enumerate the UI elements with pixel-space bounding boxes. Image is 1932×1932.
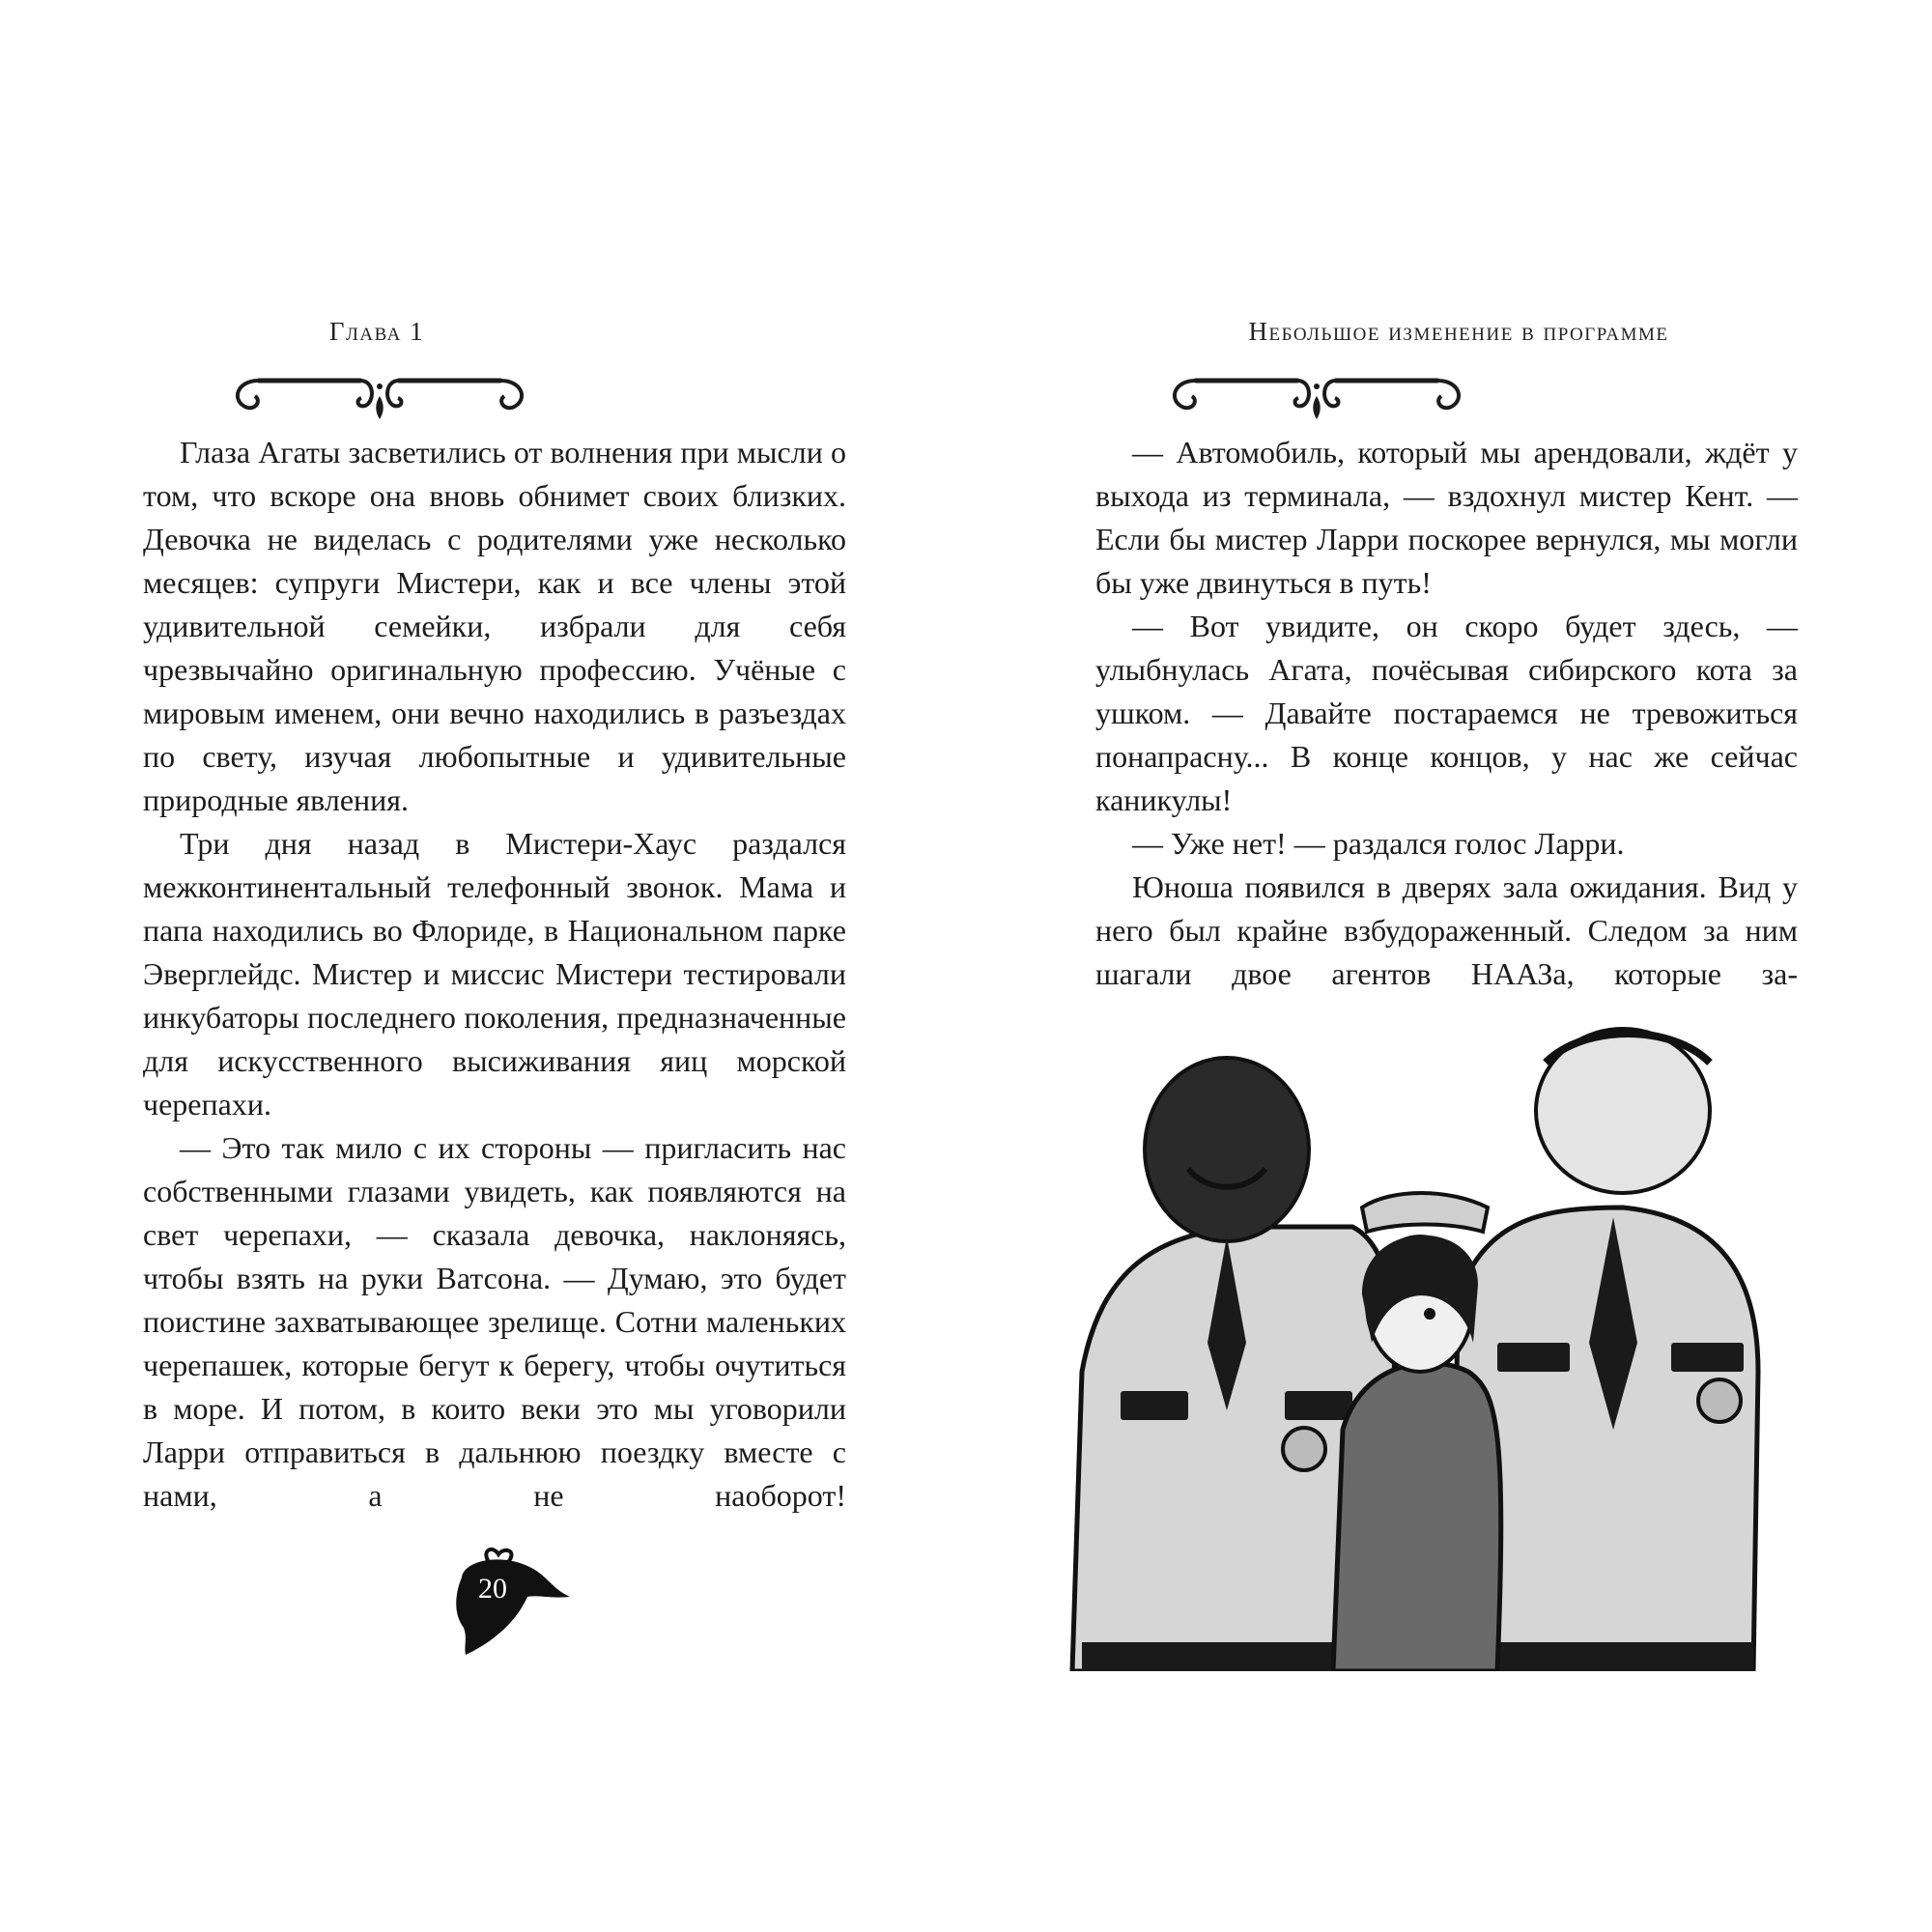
paragraph: Три дня назад в Мистери-Хаус раздался межконтинентальный телефонный звонок. Мама и папа находились во Флориде, в Национальном парке Эверглейдс. Мистер и миссис Мистери тестировали инкубаторы последнего поколения, предназначенные для искусственного высиживания яиц морской черепахи. <box>143 826 846 1122</box>
left-page-text <box>143 431 846 1518</box>
running-head-right: Небольшое изменение в программе <box>1248 317 1669 346</box>
paragraph: — Автомобиль, который мы арендовали, ждёт у выхода из терминала, — вздохнул мистер Кент. — Если бы мистер Ларри поскорее вернулся, мы могли бы уже двинуться в путь! <box>1095 435 1798 600</box>
ornament-divider-right <box>1157 359 1476 427</box>
ornament-divider-left <box>220 359 539 427</box>
paragraph: — Это так мило с их стороны — пригласить нас собственными глазами увидеть, как появляются на свет черепахи, — сказала девочка, наклоняясь, чтобы взять на руки Ватсона. — Думаю, это будет поистине захватывающее зрелище. Сотни маленьких черепашек, которые бегут к берегу, чтобы очутиться в море. И потом, в които веки это мы уговорили Ларри отправиться в дальнюю поездку вместе с нами, а не наоборот! <box>143 1130 846 1513</box>
right-page-text <box>1095 431 1798 996</box>
paragraph: — Уже нет! — раздался голос Ларри. <box>1132 826 1625 861</box>
paragraph: Глаза Агаты засветились от волнения при мысли о том, что вскоре она вновь обнимет своих близких. Девочка не виделась с родителями уже несколько месяцев: супруги Мистери, как и все члены этой удивительной семейки, избрали для себя чрезвычайно оригинальную профессию. Учёные с мировым именем, они вечно находились в разъездах по свету, изучая любопытные и удивительные природные явления. <box>143 435 846 817</box>
page-number: 20 <box>478 1573 507 1605</box>
paragraph: — Вот увидите, он скоро будет здесь, — улыбнулась Агата, почёсывая сибирского кота за ушком. — Давайте постараемся не тревожиться понапрасну... В конце концов, у нас же сейчас каникулы! <box>1095 609 1798 817</box>
paragraph: Юноша появился в дверях зала ожидания. Вид у него был крайне взбудораженный. Следом за ним шагали двое агентов НААЗа, которые за- <box>1095 869 1798 991</box>
running-head-left: Глава 1 <box>328 317 425 346</box>
officers-illustration <box>1043 1024 1797 1671</box>
